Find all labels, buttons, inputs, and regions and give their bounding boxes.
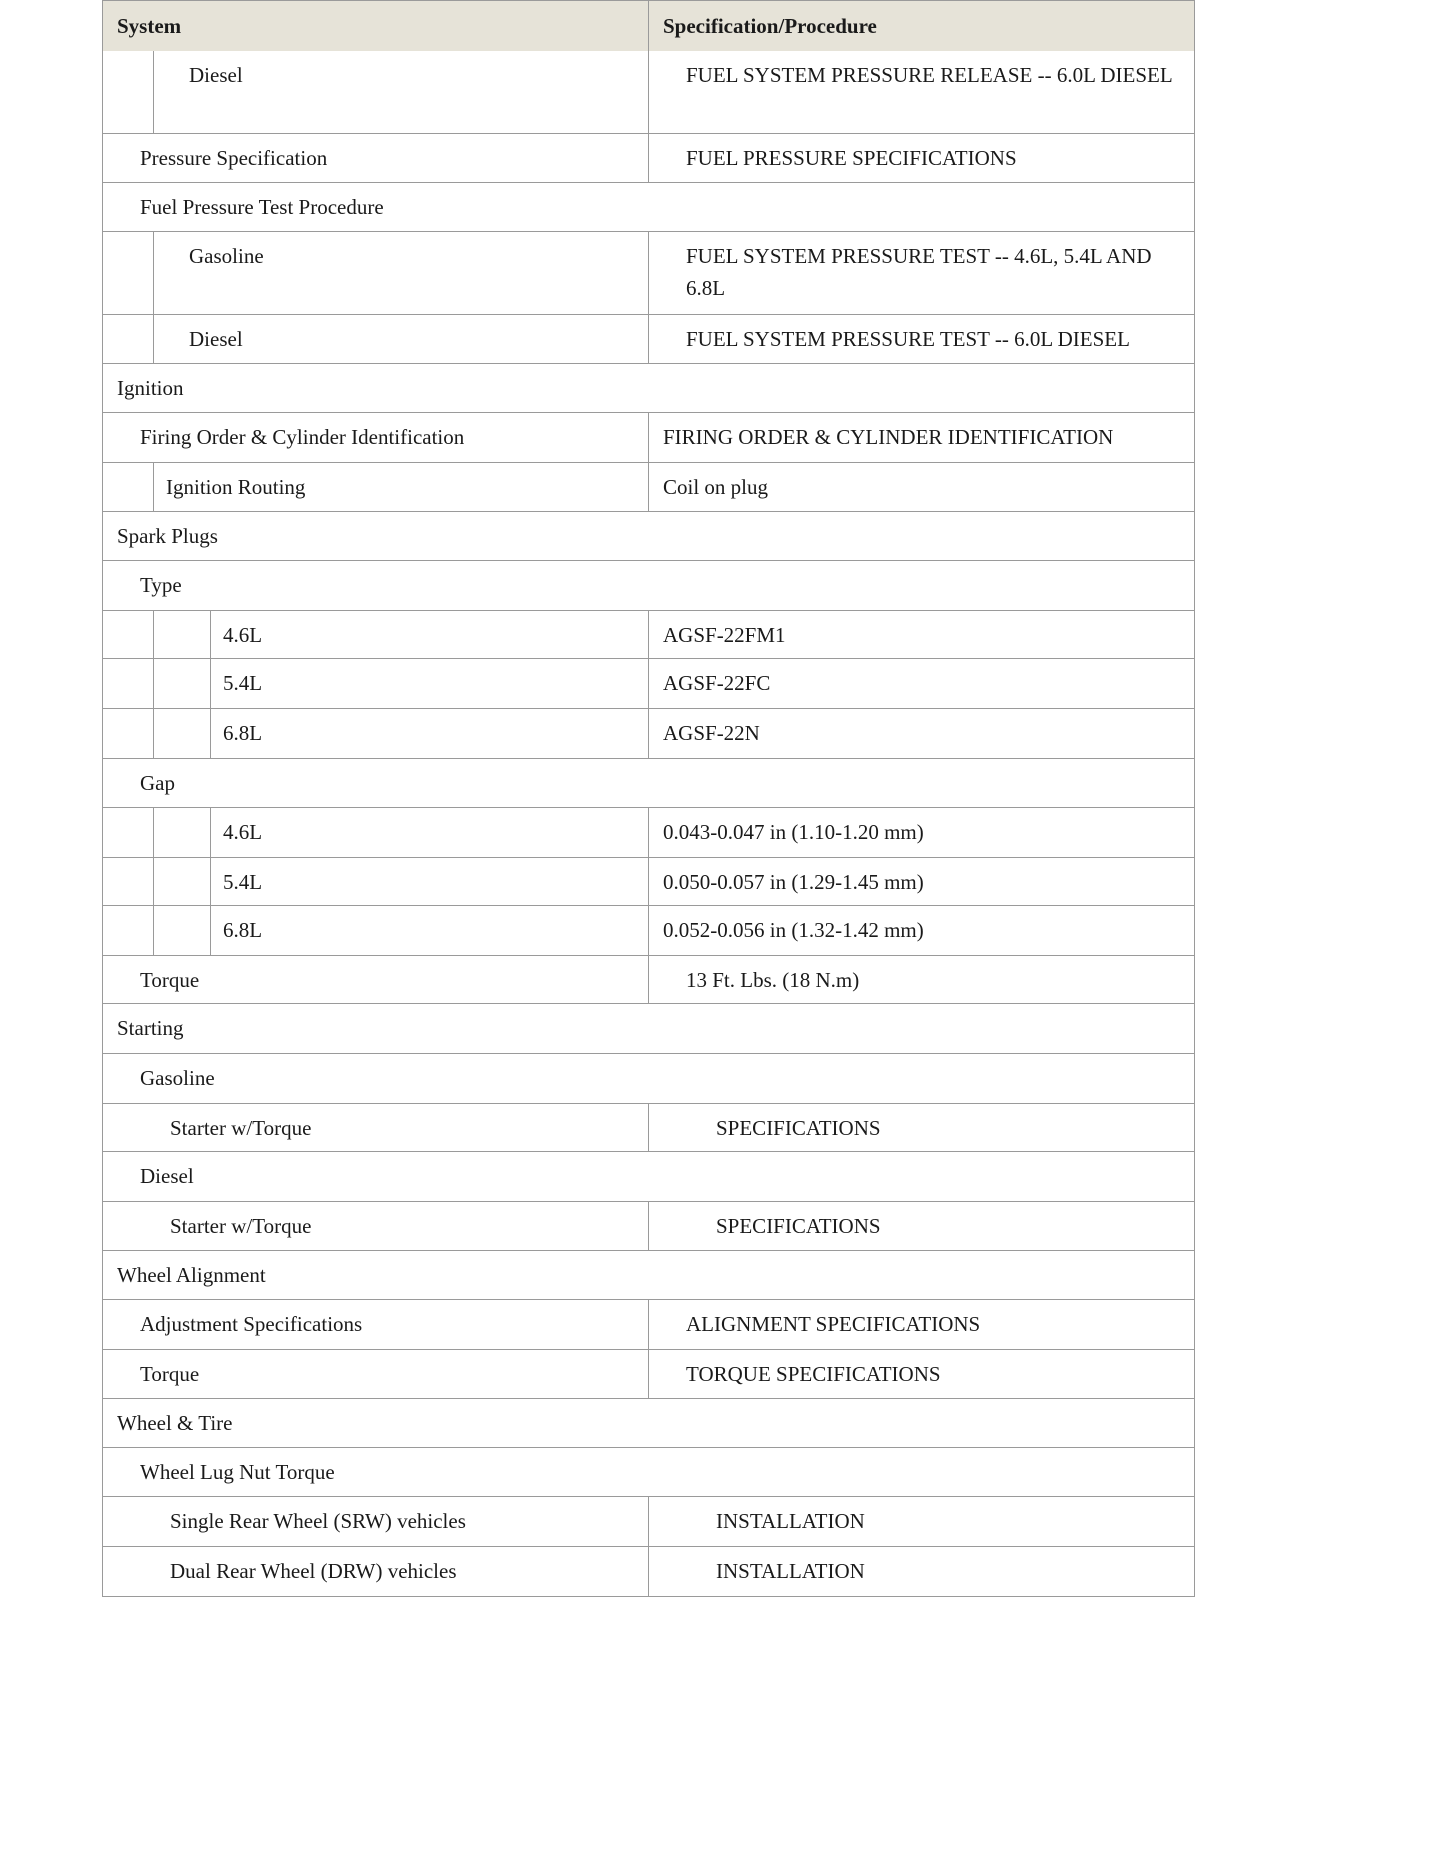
spec-cell <box>649 1497 1194 1546</box>
table-row <box>103 1398 1194 1447</box>
system-cell <box>103 1300 649 1349</box>
spec-cell <box>649 1350 1194 1398</box>
system-label: Starter w/Torque <box>170 1214 312 1238</box>
spec-cell <box>649 315 1194 363</box>
system-cell <box>103 1004 1194 1053</box>
system-cell <box>103 709 649 758</box>
system-label: 6.8L <box>223 721 263 745</box>
table-header-row <box>103 1 1194 51</box>
table-row <box>103 610 1194 658</box>
table-row <box>103 1447 1194 1496</box>
system-label: Wheel & Tire <box>117 1411 233 1435</box>
spec-cell <box>649 709 1194 758</box>
indent-divider <box>210 709 211 758</box>
table-row <box>103 1003 1194 1053</box>
spec-cell <box>649 659 1194 708</box>
indent-divider <box>210 659 211 708</box>
table-row <box>103 462 1194 511</box>
system-cell <box>103 183 1194 231</box>
table-row <box>103 133 1194 182</box>
system-label: Starting <box>117 1016 184 1040</box>
table-row <box>103 758 1194 807</box>
system-cell <box>103 463 649 511</box>
system-cell <box>103 659 649 708</box>
spec-cell <box>649 413 1194 462</box>
table-row <box>103 1201 1194 1250</box>
table-row <box>103 955 1194 1003</box>
spec-value: FUEL PRESSURE SPECIFICATIONS <box>686 146 1017 170</box>
table-row <box>103 658 1194 708</box>
system-label: Adjustment Specifications <box>140 1312 363 1336</box>
system-label: Pressure Specification <box>140 146 328 170</box>
system-cell <box>103 1399 1194 1447</box>
spec-value: SPECIFICATIONS <box>716 1214 881 1238</box>
table-row <box>103 231 1194 314</box>
system-cell <box>103 1448 1194 1496</box>
table-row <box>103 51 1194 133</box>
spec-value: 13 Ft. Lbs. (18 N.m) <box>686 968 860 992</box>
spec-value: INSTALLATION <box>716 1559 865 1583</box>
spec-cell <box>649 1104 1194 1151</box>
system-cell <box>103 1202 649 1250</box>
system-cell <box>103 1497 649 1546</box>
table-row <box>103 182 1194 231</box>
spec-value: 0.052-0.056 in (1.32-1.42 mm) <box>663 918 924 942</box>
system-cell <box>103 1350 649 1398</box>
system-cell <box>103 611 649 658</box>
table-row <box>103 807 1194 857</box>
table-row <box>103 708 1194 758</box>
spec-value: ALIGNMENT SPECIFICATIONS <box>686 1312 981 1336</box>
indent-divider <box>153 611 154 658</box>
table-row <box>103 560 1194 610</box>
system-label: Dual Rear Wheel (DRW) vehicles <box>170 1559 457 1583</box>
spec-cell <box>649 463 1194 511</box>
spec-value: FUEL SYSTEM PRESSURE TEST -- 6.0L DIESEL <box>686 327 1130 351</box>
system-cell <box>103 1054 1194 1103</box>
spec-cell <box>649 1547 1194 1596</box>
table-row <box>103 905 1194 955</box>
spec-value: AGSF-22FC <box>663 671 771 695</box>
table-row <box>103 511 1194 560</box>
indent-divider <box>153 51 154 133</box>
spec-value: FIRING ORDER & CYLINDER IDENTIFICATION <box>663 425 1114 449</box>
system-cell <box>103 561 1194 610</box>
table-row <box>103 857 1194 905</box>
header-system: System <box>103 1 649 51</box>
system-cell <box>103 1251 1194 1299</box>
system-label: Ignition Routing <box>166 475 306 499</box>
system-label: Diesel <box>189 327 243 351</box>
system-label: Wheel Alignment <box>117 1263 266 1287</box>
system-cell <box>103 906 649 955</box>
system-label: 5.4L <box>223 870 263 894</box>
system-cell <box>103 512 1194 560</box>
table-row <box>103 412 1194 462</box>
system-cell <box>103 134 649 182</box>
spec-value: FUEL SYSTEM PRESSURE TEST -- 4.6L, 5.4L AND 6.8L <box>686 244 1152 300</box>
table-row <box>103 314 1194 363</box>
table-row <box>103 1496 1194 1546</box>
spec-value: FUEL SYSTEM PRESSURE RELEASE -- 6.0L DIESEL <box>686 63 1173 87</box>
system-cell <box>103 315 649 363</box>
spec-cell <box>649 1300 1194 1349</box>
system-label: Diesel <box>140 1164 194 1188</box>
spec-value: 0.050-0.057 in (1.29-1.45 mm) <box>663 870 924 894</box>
spec-cell <box>649 51 1194 133</box>
system-cell <box>103 858 649 905</box>
table-row <box>103 363 1194 412</box>
system-label: Torque <box>140 1362 200 1386</box>
system-cell <box>103 1547 649 1596</box>
table-row <box>103 1151 1194 1201</box>
indent-divider <box>210 906 211 955</box>
spec-value: Coil on plug <box>663 475 769 499</box>
indent-divider <box>153 315 154 363</box>
system-cell <box>103 364 1194 412</box>
spec-value: 0.043-0.047 in (1.10-1.20 mm) <box>663 820 924 844</box>
indent-divider <box>153 858 154 905</box>
system-cell <box>103 1152 1194 1201</box>
system-label: Wheel Lug Nut Torque <box>140 1460 335 1484</box>
spec-cell <box>649 858 1194 905</box>
spec-cell <box>649 808 1194 857</box>
table-row <box>103 1103 1194 1151</box>
system-label: Gap <box>140 771 175 795</box>
system-label: Diesel <box>189 63 243 87</box>
spec-value: TORQUE SPECIFICATIONS <box>686 1362 941 1386</box>
table-row <box>103 1349 1194 1398</box>
system-label: Firing Order & Cylinder Identification <box>140 425 465 449</box>
system-label: Ignition <box>117 376 184 400</box>
spec-cell <box>649 134 1194 182</box>
indent-divider <box>153 709 154 758</box>
system-label: Gasoline <box>189 244 264 268</box>
spec-cell <box>649 611 1194 658</box>
system-cell <box>103 956 649 1003</box>
indent-divider <box>153 808 154 857</box>
table-row <box>103 1250 1194 1299</box>
system-label: Single Rear Wheel (SRW) vehicles <box>170 1509 466 1533</box>
system-label: Fuel Pressure Test Procedure <box>140 195 384 219</box>
system-label: 4.6L <box>223 820 263 844</box>
system-cell <box>103 51 649 133</box>
indent-divider <box>153 232 154 314</box>
indent-divider <box>153 906 154 955</box>
system-label: 4.6L <box>223 623 263 647</box>
indent-divider <box>153 659 154 708</box>
system-cell <box>103 1104 649 1151</box>
spec-cell <box>649 906 1194 955</box>
system-cell <box>103 413 649 462</box>
spec-value: AGSF-22FM1 <box>663 623 786 647</box>
system-label: Torque <box>140 968 200 992</box>
header-spec: Specification/Procedure <box>663 14 877 38</box>
system-label: 5.4L <box>223 671 263 695</box>
system-label: Gasoline <box>140 1066 215 1090</box>
table-row <box>103 1546 1194 1596</box>
spec-cell <box>649 232 1194 314</box>
spec-value: AGSF-22N <box>663 721 760 745</box>
spec-cell <box>649 956 1194 1003</box>
system-cell <box>103 759 1194 807</box>
indent-divider <box>153 463 154 511</box>
spec-value: SPECIFICATIONS <box>716 1116 881 1140</box>
indent-divider <box>210 611 211 658</box>
spec-table <box>102 0 1195 1597</box>
indent-divider <box>210 808 211 857</box>
table-row <box>103 1299 1194 1349</box>
spec-cell <box>649 1202 1194 1250</box>
system-label: Spark Plugs <box>117 524 218 548</box>
system-label: Starter w/Torque <box>170 1116 312 1140</box>
table-row <box>103 1053 1194 1103</box>
spec-value: INSTALLATION <box>716 1509 865 1533</box>
system-cell <box>103 232 649 314</box>
system-label: 6.8L <box>223 918 263 942</box>
indent-divider <box>210 858 211 905</box>
system-label: Type <box>140 573 182 597</box>
system-cell <box>103 808 649 857</box>
